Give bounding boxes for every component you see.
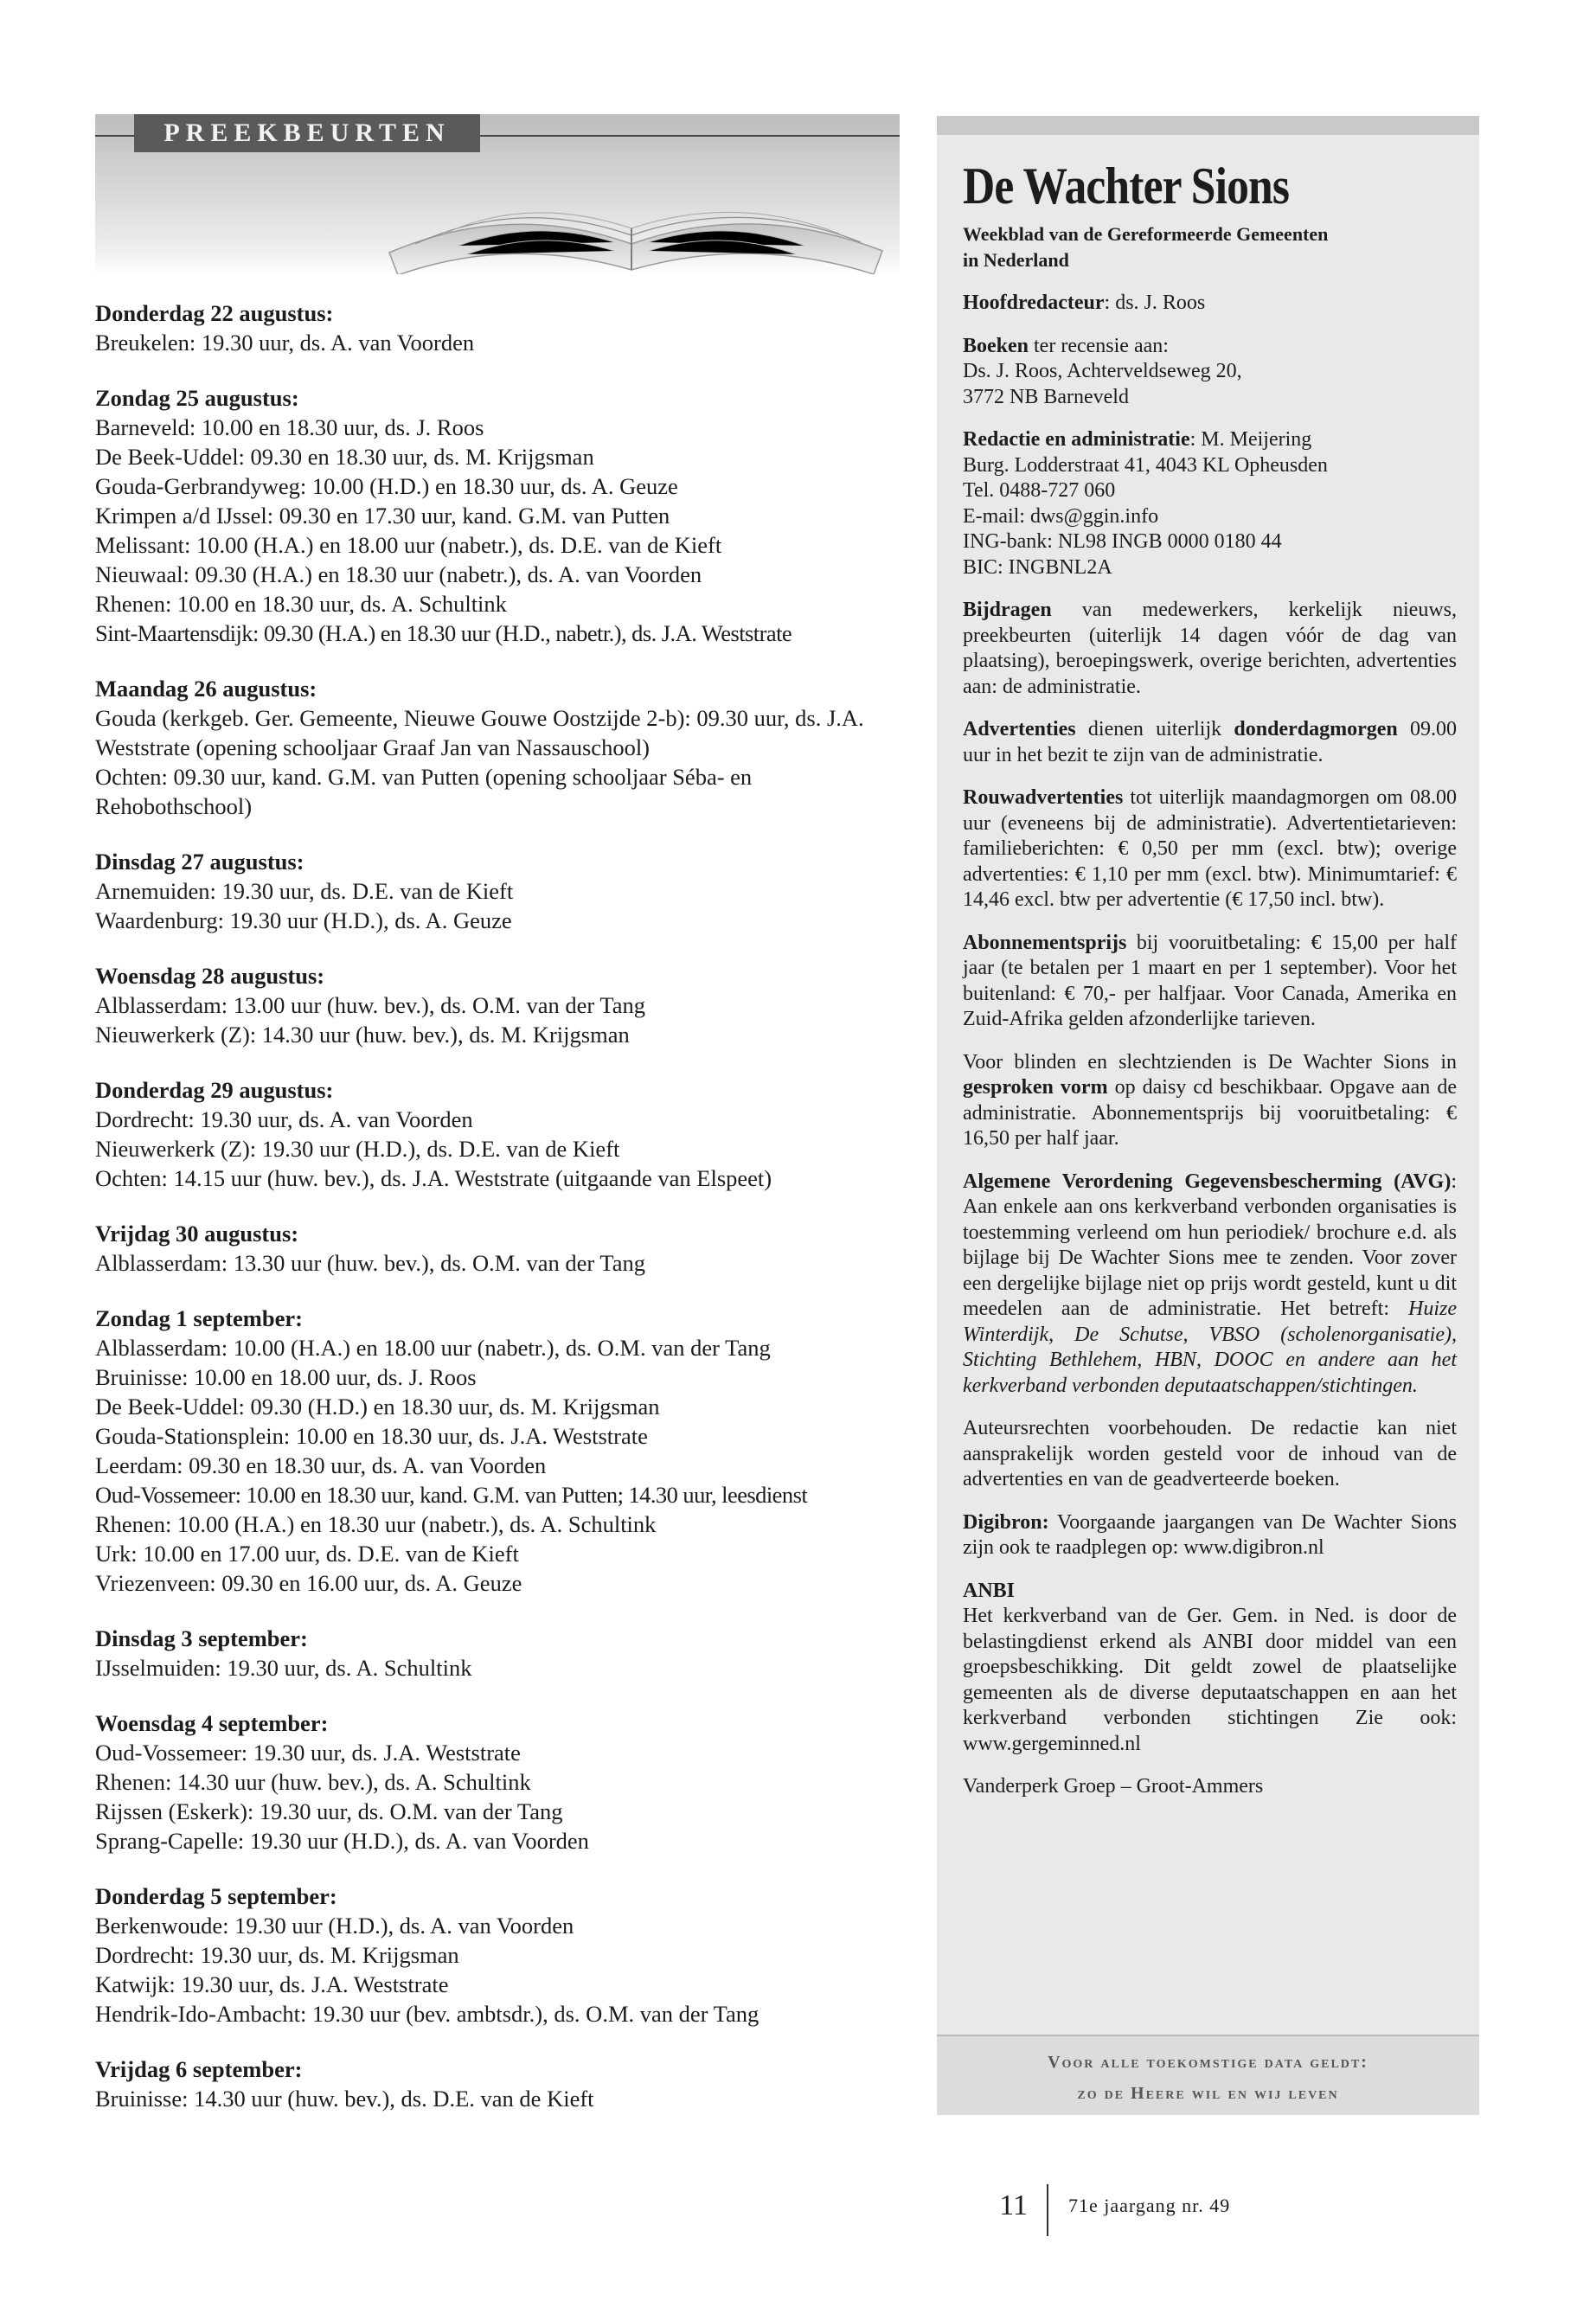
subtitle-line: in Nederland	[963, 249, 1069, 271]
admin-info	[963, 427, 1457, 580]
service-entry: Rijssen (Eskerk): 19.30 uur, ds. O.M. van der Tang	[95, 1798, 563, 1824]
schedule-day	[95, 1881, 900, 2029]
audio-text: Voor blinden en slechtzienden is De Wachter Sions in	[963, 1050, 1457, 1074]
preekbeurten-column	[95, 114, 900, 2139]
admin-line: BIC: INGBNL2A	[963, 555, 1112, 579]
schedule-day	[95, 1624, 900, 1682]
day-title: Donderdag 22 augustus:	[95, 300, 334, 326]
colophon-sidebar	[937, 116, 1479, 2115]
digibron-label: Digibron:	[963, 1510, 1049, 1534]
books-line: Ds. J. Roos, Achterveldseweg 20,	[963, 360, 1242, 382]
closing-note-line: Voor alle toekomstige data geldt:	[1048, 2053, 1368, 2072]
day-title: Vrijdag 30 augustus:	[95, 1221, 299, 1247]
gdpr-text: : Aan enkele aan ons kerkverband verbonden organisaties is toestemming verleend om hun periodiek/ brochure e.d. als bijlage bij De Wachter Sions mee te zenden. Voor zover een dergelijke bijlage niet op prijs wordt gesteld, kunt u dit meedelen aan de administratie. Het betreft:	[963, 1170, 1457, 1320]
sidebar-top-bar	[937, 116, 1479, 135]
subscription-label: Abonnementsprijs	[963, 931, 1127, 954]
ads-label: Advertenties	[963, 718, 1076, 740]
day-title: Donderdag 29 augustus:	[95, 1077, 334, 1103]
ads-text: dienen uiterlijk	[1075, 718, 1234, 740]
books-line: 3772 NB Barneveld	[963, 385, 1129, 408]
day-title: Maandag 26 augustus:	[95, 676, 317, 702]
subscription-text: bij vooruitbetaling: € 15,00 per half jaar (te betalen per 1 maart en per 1 september). Voor het buitenland: € 70,- per halfjaar. Voor Canada, Amerika en Zuid-Afrika gelden afzonderlijke tarieven.	[963, 931, 1457, 1030]
books-info	[963, 334, 1457, 411]
service-entry: Vriezenveen: 09.30 en 16.00 uur, ds. A. Geuze	[95, 1570, 522, 1596]
section-header-banner	[95, 114, 900, 274]
admin-line	[963, 427, 1457, 453]
service-entry: Urk: 10.00 en 17.00 uur, ds. D.E. van de Kieft	[95, 1541, 519, 1567]
service-entry: Arnemuiden: 19.30 uur, ds. D.E. van de Kieft	[95, 878, 514, 904]
editor-value: : ds. J. Roos	[1104, 292, 1206, 314]
schedule-list	[95, 298, 900, 2113]
service-entry: Rhenen: 10.00 en 18.30 uur, ds. A. Schultink	[95, 591, 507, 617]
copyright-info: Auteursrechten voorbehouden. De redactie kan niet aansprakelijk worden gesteld voor de inhoud van de advertenties en van de geadverteerde boeken.	[963, 1417, 1457, 1490]
open-book-icon	[355, 149, 900, 274]
ads-text: 09.00 uur in het bezit te zijn van de administratie.	[963, 718, 1457, 766]
service-entry: Ochten: 09.30 uur, kand. G.M. van Putten (opening schooljaar Séba- en Rehobothschool)	[95, 764, 753, 819]
editor-label: Hoofdredacteur	[963, 292, 1105, 314]
section-title: PREEKBEURTEN	[134, 114, 480, 152]
service-entry: Nieuwerkerk (Z): 19.30 uur (H.D.), ds. D.E. van de Kieft	[95, 1136, 620, 1162]
digibron-text: Voorgaande jaargangen van De Wachter Sions zijn ook te raadplegen op: www.digibron.nl	[963, 1510, 1457, 1559]
service-entry: Oud-Vossemeer: 19.30 uur, ds. J.A. Weststrate	[95, 1740, 521, 1766]
advertisements-info	[963, 717, 1457, 768]
admin-value: : M. Meijering	[1189, 428, 1312, 451]
service-entry: Nieuwerkerk (Z): 14.30 uur (huw. bev.), ds. M. Krijgsman	[95, 1022, 630, 1048]
day-title: Zondag 25 augustus:	[95, 385, 299, 411]
gdpr-organisations: Huize Winterdijk, De Schutse, VBSO (scholenorganisatie), Stichting Bethlehem, HBN, DOOC en andere aan het kerkverband verbonden deputaatschappen/stichtingen.	[963, 1298, 1457, 1397]
masthead-subtitle	[963, 221, 1457, 273]
schedule-day	[95, 1219, 900, 1278]
audio-text: op daisy cd beschikbaar. Opgave aan de administratie. Abonnementsprijs bij vooruitbetaling: € 16,50 per half jaar.	[963, 1076, 1457, 1150]
service-entry: Melissant: 10.00 (H.A.) en 18.00 uur (nabetr.), ds. D.E. van de Kieft	[95, 532, 722, 558]
admin-line: ING-bank: NL98 INGB 0000 0180 44	[963, 530, 1282, 553]
service-entry: Rhenen: 10.00 (H.A.) en 18.30 uur (nabetr.), ds. A. Schultink	[95, 1511, 657, 1537]
audio-bold: gesproken vorm	[963, 1076, 1108, 1099]
service-entry: Sprang-Capelle: 19.30 uur (H.D.), ds. A. van Voorden	[95, 1828, 589, 1854]
service-entry: Oud-Vossemeer: 10.00 en 18.30 uur, kand. G.M. van Putten; 14.30 uur, leesdienst	[95, 1482, 808, 1508]
mourning-ads-info	[963, 785, 1457, 913]
admin-line: Burg. Lodderstraat 41, 4043 KL Opheusden	[963, 453, 1328, 477]
service-entry: Berkenwoude: 19.30 uur (H.D.), ds. A. van Voorden	[95, 1913, 574, 1939]
books-label: Boeken	[963, 334, 1029, 357]
schedule-day	[95, 2054, 900, 2113]
schedule-day	[95, 1708, 900, 1856]
service-entry: Gouda-Gerbrandyweg: 10.00 (H.D.) en 18.30 uur, ds. A. Geuze	[95, 473, 678, 499]
schedule-day	[95, 1304, 900, 1598]
masthead-title: De Wachter Sions	[963, 157, 1290, 215]
schedule-day	[95, 961, 900, 1049]
admin-line: E-mail: dws@ggin.info	[963, 504, 1159, 528]
anbi-text: Het kerkverband van de Ger. Gem. in Ned. is door de belastingdienst erkend als ANBI door middel van een groepsbeschikking. Dit geldt zowel de plaatselijke gemeenten als de diverse deputaatschappen en aan het kerkverband verbonden stichtingen Zie ook: www.gergeminned.nl	[963, 1605, 1457, 1755]
ads-bold: donderdagmorgen	[1234, 718, 1398, 740]
schedule-day	[95, 1075, 900, 1193]
service-entry: Bruinisse: 14.30 uur (huw. bev.), ds. D.E. van de Kieft	[95, 2086, 594, 2112]
mourning-label: Rouwadvertenties	[963, 786, 1124, 809]
day-title: Donderdag 5 september:	[95, 1883, 337, 1909]
anbi-info	[963, 1579, 1457, 1758]
admin-label: Redactie en administratie	[963, 428, 1190, 451]
service-entry: Dordrecht: 19.30 uur, ds. M. Krijgsman	[95, 1942, 459, 1968]
service-entry: Alblasserdam: 13.00 uur (huw. bev.), ds. O.M. van der Tang	[95, 992, 645, 1018]
service-entry: Gouda (kerkgeb. Ger. Gemeente, Nieuwe Gouwe Oostzijde 2-b): 09.30 uur, ds. J.A. Weststrate (opening schooljaar Graaf Jan van Nassauschool)	[95, 705, 864, 760]
schedule-day	[95, 383, 900, 648]
service-entry: De Beek-Uddel: 09.30 en 18.30 uur, ds. M. Krijgsman	[95, 444, 594, 470]
service-entry: Alblasserdam: 13.30 uur (huw. bev.), ds. O.M. van der Tang	[95, 1250, 645, 1276]
schedule-day	[95, 847, 900, 935]
service-entry: Sint-Maartensdijk: 09.30 (H.A.) en 18.30 uur (H.D., nabetr.), ds. J.A. Weststrate	[95, 620, 792, 646]
anbi-label: ANBI	[963, 1579, 1016, 1602]
gdpr-info	[963, 1170, 1457, 1400]
contributions-info	[963, 598, 1457, 700]
day-title: Vrijdag 6 september:	[95, 2056, 303, 2082]
day-title: Woensdag 4 september:	[95, 1710, 329, 1736]
day-title: Dinsdag 3 september:	[95, 1625, 308, 1651]
service-entry: Nieuwaal: 09.30 (H.A.) en 18.30 uur (nabetr.), ds. A. van Voorden	[95, 561, 702, 587]
service-entry: Rhenen: 14.30 uur (huw. bev.), ds. A. Schultink	[95, 1769, 531, 1795]
contrib-text: van medewerkers, kerkelijk nieuws, preekbeurten (uiterlijk 14 dagen vóór de dag van plaatsing), beroepingswerk, overige berichten, advertenties aan: de administratie.	[963, 599, 1457, 698]
subtitle-line: Weekblad van de Gereformeerde Gemeenten	[963, 223, 1329, 245]
service-entry: Katwijk: 19.30 uur, ds. J.A. Weststrate	[95, 1971, 449, 1997]
subscription-info	[963, 931, 1457, 1033]
issue-info: 71e jaargang nr. 49	[1068, 2195, 1231, 2216]
closing-note	[937, 2035, 1479, 2115]
service-entry: Krimpen a/d IJssel: 09.30 en 17.30 uur, kand. G.M. van Putten	[95, 503, 670, 529]
schedule-day	[95, 674, 900, 821]
printer-info: Vanderperk Groep – Groot-Ammers	[963, 1775, 1264, 1798]
service-entry: Waardenburg: 19.30 uur (H.D.), ds. A. Geuze	[95, 907, 512, 933]
service-entry: Leerdam: 09.30 en 18.30 uur, ds. A. van Voorden	[95, 1452, 547, 1478]
service-entry: Breukelen: 19.30 uur, ds. A. van Voorden	[95, 330, 475, 356]
schedule-day	[95, 298, 900, 357]
page-number: 11	[999, 2189, 1028, 2221]
day-title: Woensdag 28 augustus:	[95, 963, 325, 989]
service-entry: Dordrecht: 19.30 uur, ds. A. van Voorden	[95, 1106, 473, 1132]
books-line	[963, 334, 1457, 360]
service-entry: Barneveld: 10.00 en 18.30 uur, ds. J. Roos	[95, 414, 484, 440]
service-entry: Gouda-Stationsplein: 10.00 en 18.30 uur, ds. J.A. Weststrate	[95, 1423, 648, 1449]
audio-edition-info	[963, 1050, 1457, 1152]
admin-line: Tel. 0488-727 060	[963, 479, 1116, 502]
service-entry: IJsselmuiden: 19.30 uur, ds. A. Schultink	[95, 1655, 472, 1681]
service-entry: Bruinisse: 10.00 en 18.00 uur, ds. J. Roos	[95, 1364, 477, 1390]
footer-divider	[1047, 2184, 1048, 2236]
service-entry: Hendrik-Ido-Ambacht: 19.30 uur (bev. ambtsdr.), ds. O.M. van der Tang	[95, 2001, 760, 2027]
service-entry: De Beek-Uddel: 09.30 (H.D.) en 18.30 uur, ds. M. Krijgsman	[95, 1394, 660, 1420]
day-title: Zondag 1 september:	[95, 1305, 303, 1331]
mourning-text: tot uiterlijk maandagmorgen om 08.00 uur (eveneens bij de administratie). Advertentietarieven: familieberichten: € 0,50 per mm (excl. btw); overige advertenties: € 1,10 per mm (excl. btw). Minimumtarief: € 14,46 excl. btw per advertentie (€ 17,50 incl. btw).	[963, 786, 1457, 911]
closing-note-line: zo de Heere wil en wij leven	[1077, 2084, 1339, 2103]
digibron-info	[963, 1510, 1457, 1561]
day-title: Dinsdag 27 augustus:	[95, 849, 304, 875]
service-entry: Ochten: 14.15 uur (huw. bev.), ds. J.A. Weststrate (uitgaande van Elspeet)	[95, 1165, 772, 1191]
books-intro: ter recensie aan:	[1029, 334, 1169, 357]
gdpr-label: Algemene Verordening Gegevensbescherming (AVG)	[963, 1170, 1452, 1193]
contrib-label: Bijdragen	[963, 599, 1052, 621]
editor-info	[963, 291, 1457, 317]
service-entry: Alblasserdam: 10.00 (H.A.) en 18.00 uur (nabetr.), ds. O.M. van der Tang	[95, 1335, 771, 1361]
